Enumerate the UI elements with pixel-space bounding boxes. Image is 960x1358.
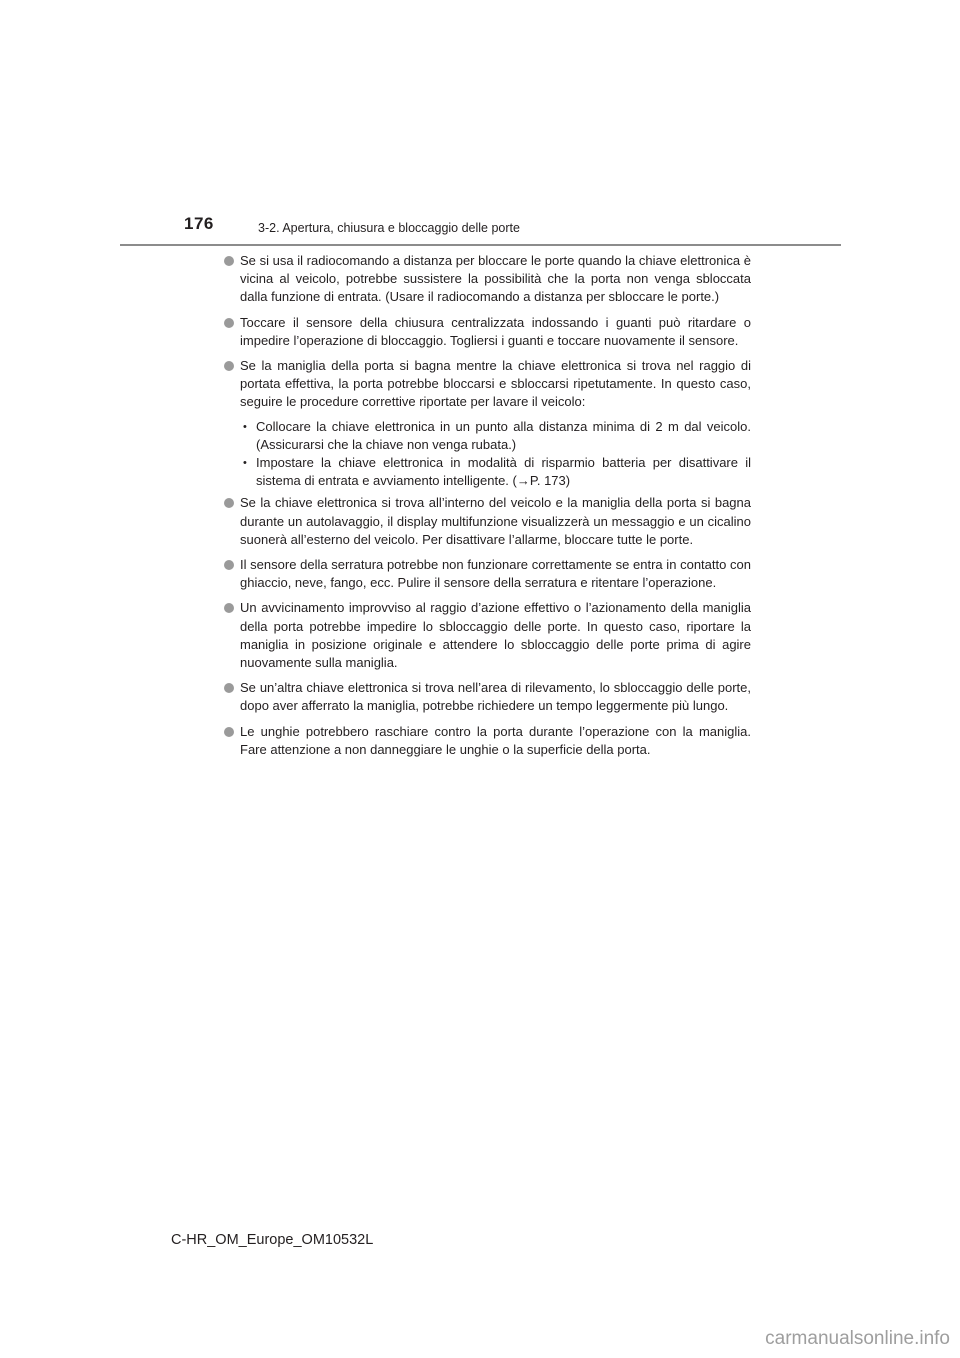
- bullet-dot-icon: [224, 603, 234, 613]
- bullet-dot-icon: [224, 498, 234, 508]
- bullet-item: [224, 252, 751, 307]
- bullet-dot-icon: [224, 727, 234, 737]
- bullet-text: Se un’altra chiave elettronica si trova nell’area di rilevamento, lo sbloccaggio delle porte, dopo aver afferrato la maniglia, potrebbe richiedere un tempo leggermente più lungo.: [240, 680, 751, 714]
- bullet-text: Se la maniglia della porta si bagna mentre la chiave elettronica si trova nel raggio di portata effettiva, la porta potrebbe bloccarsi e sbloccarsi ripetutamente. In questo caso, seguire le procedure correttive riportate per lavare il veicolo:: [240, 358, 751, 410]
- sub-item-text: Impostare la chiave elettronica in modalità di risparmio batteria per disattivare il sistema di entrata e avviamento intelligente. (→P. 173): [256, 455, 751, 489]
- bullet-item: [224, 494, 751, 549]
- bullet-item: [224, 723, 751, 759]
- sub-item: [240, 418, 751, 454]
- watermark: carmanualsonline.info: [765, 1328, 950, 1349]
- bullet-item: [224, 679, 751, 715]
- sub-item-text: Collocare la chiave elettronica in un punto alla distanza minima di 2 m dal veicolo. (Assicurarsi che la chiave non venga rubata.): [256, 418, 751, 452]
- sub-item-marker: •: [243, 457, 247, 470]
- sub-list: [240, 418, 751, 491]
- footer-doc-code: C-HR_OM_Europe_OM10532L: [171, 1232, 374, 1248]
- bullet-text: Toccare il sensore della chiusura centralizzata indossando i guanti può ritardare o impedire l’operazione di bloccaggio. Togliersi i guanti e toccare nuovamente il sensore.: [240, 314, 751, 348]
- bullet-text: Se si usa il radiocomando a distanza per bloccare le porte quando la chiave elettronica è vicina al veicolo, potrebbe sussistere la possibilità che la porta non venga sbloccata dalla funzione di entrata. (Usare il radiocomando a distanza per sbloccare le porte.): [240, 253, 751, 305]
- bullet-dot-icon: [224, 683, 234, 693]
- bullet-item: [224, 556, 751, 592]
- bullet-dot-icon: [224, 361, 234, 371]
- bullet-text: Le unghie potrebbero raschiare contro la porta durante l’operazione con la maniglia. Fare attenzione a non danneggiare le unghie o la superficie della porta.: [240, 723, 751, 757]
- bullet-item: [224, 357, 751, 490]
- page-number: 176: [184, 214, 214, 233]
- bullet-text: Il sensore della serratura potrebbe non funzionare correttamente se entra in contatto con ghiaccio, neve, fango, ecc. Pulire il sensore della serratura e ritentare l’operazione.: [240, 557, 751, 591]
- header-divider: [120, 244, 841, 246]
- bullet-text: Un avvicinamento improvviso al raggio d’azione effettivo o l’azionamento della maniglia della porta potrebbe impedire lo sbloccaggio delle porte. In questo caso, riportare la maniglia in posizione originale e attendere lo sbloccaggio delle porte prima di agire nuovamente sulla maniglia.: [240, 600, 751, 671]
- sub-item-marker: •: [243, 420, 247, 433]
- bullet-dot-icon: [224, 256, 234, 266]
- bullet-text: Se la chiave elettronica si trova all’interno del veicolo e la maniglia della porta si bagna durante un autolavaggio, il display multifunzione visualizzerà un messaggio e un cicalino suonerà all’esterno del veicolo. Per disattivare l’allarme, bloccare tutte le porte.: [240, 495, 751, 547]
- bullet-dot-icon: [224, 560, 234, 570]
- bullet-dot-icon: [224, 318, 234, 328]
- sub-item: [240, 454, 751, 490]
- content-body: [224, 252, 751, 766]
- section-title: 3-2. Apertura, chiusura e bloccaggio delle porte: [258, 221, 520, 235]
- bullet-item: [224, 314, 751, 350]
- bullet-item: [224, 599, 751, 672]
